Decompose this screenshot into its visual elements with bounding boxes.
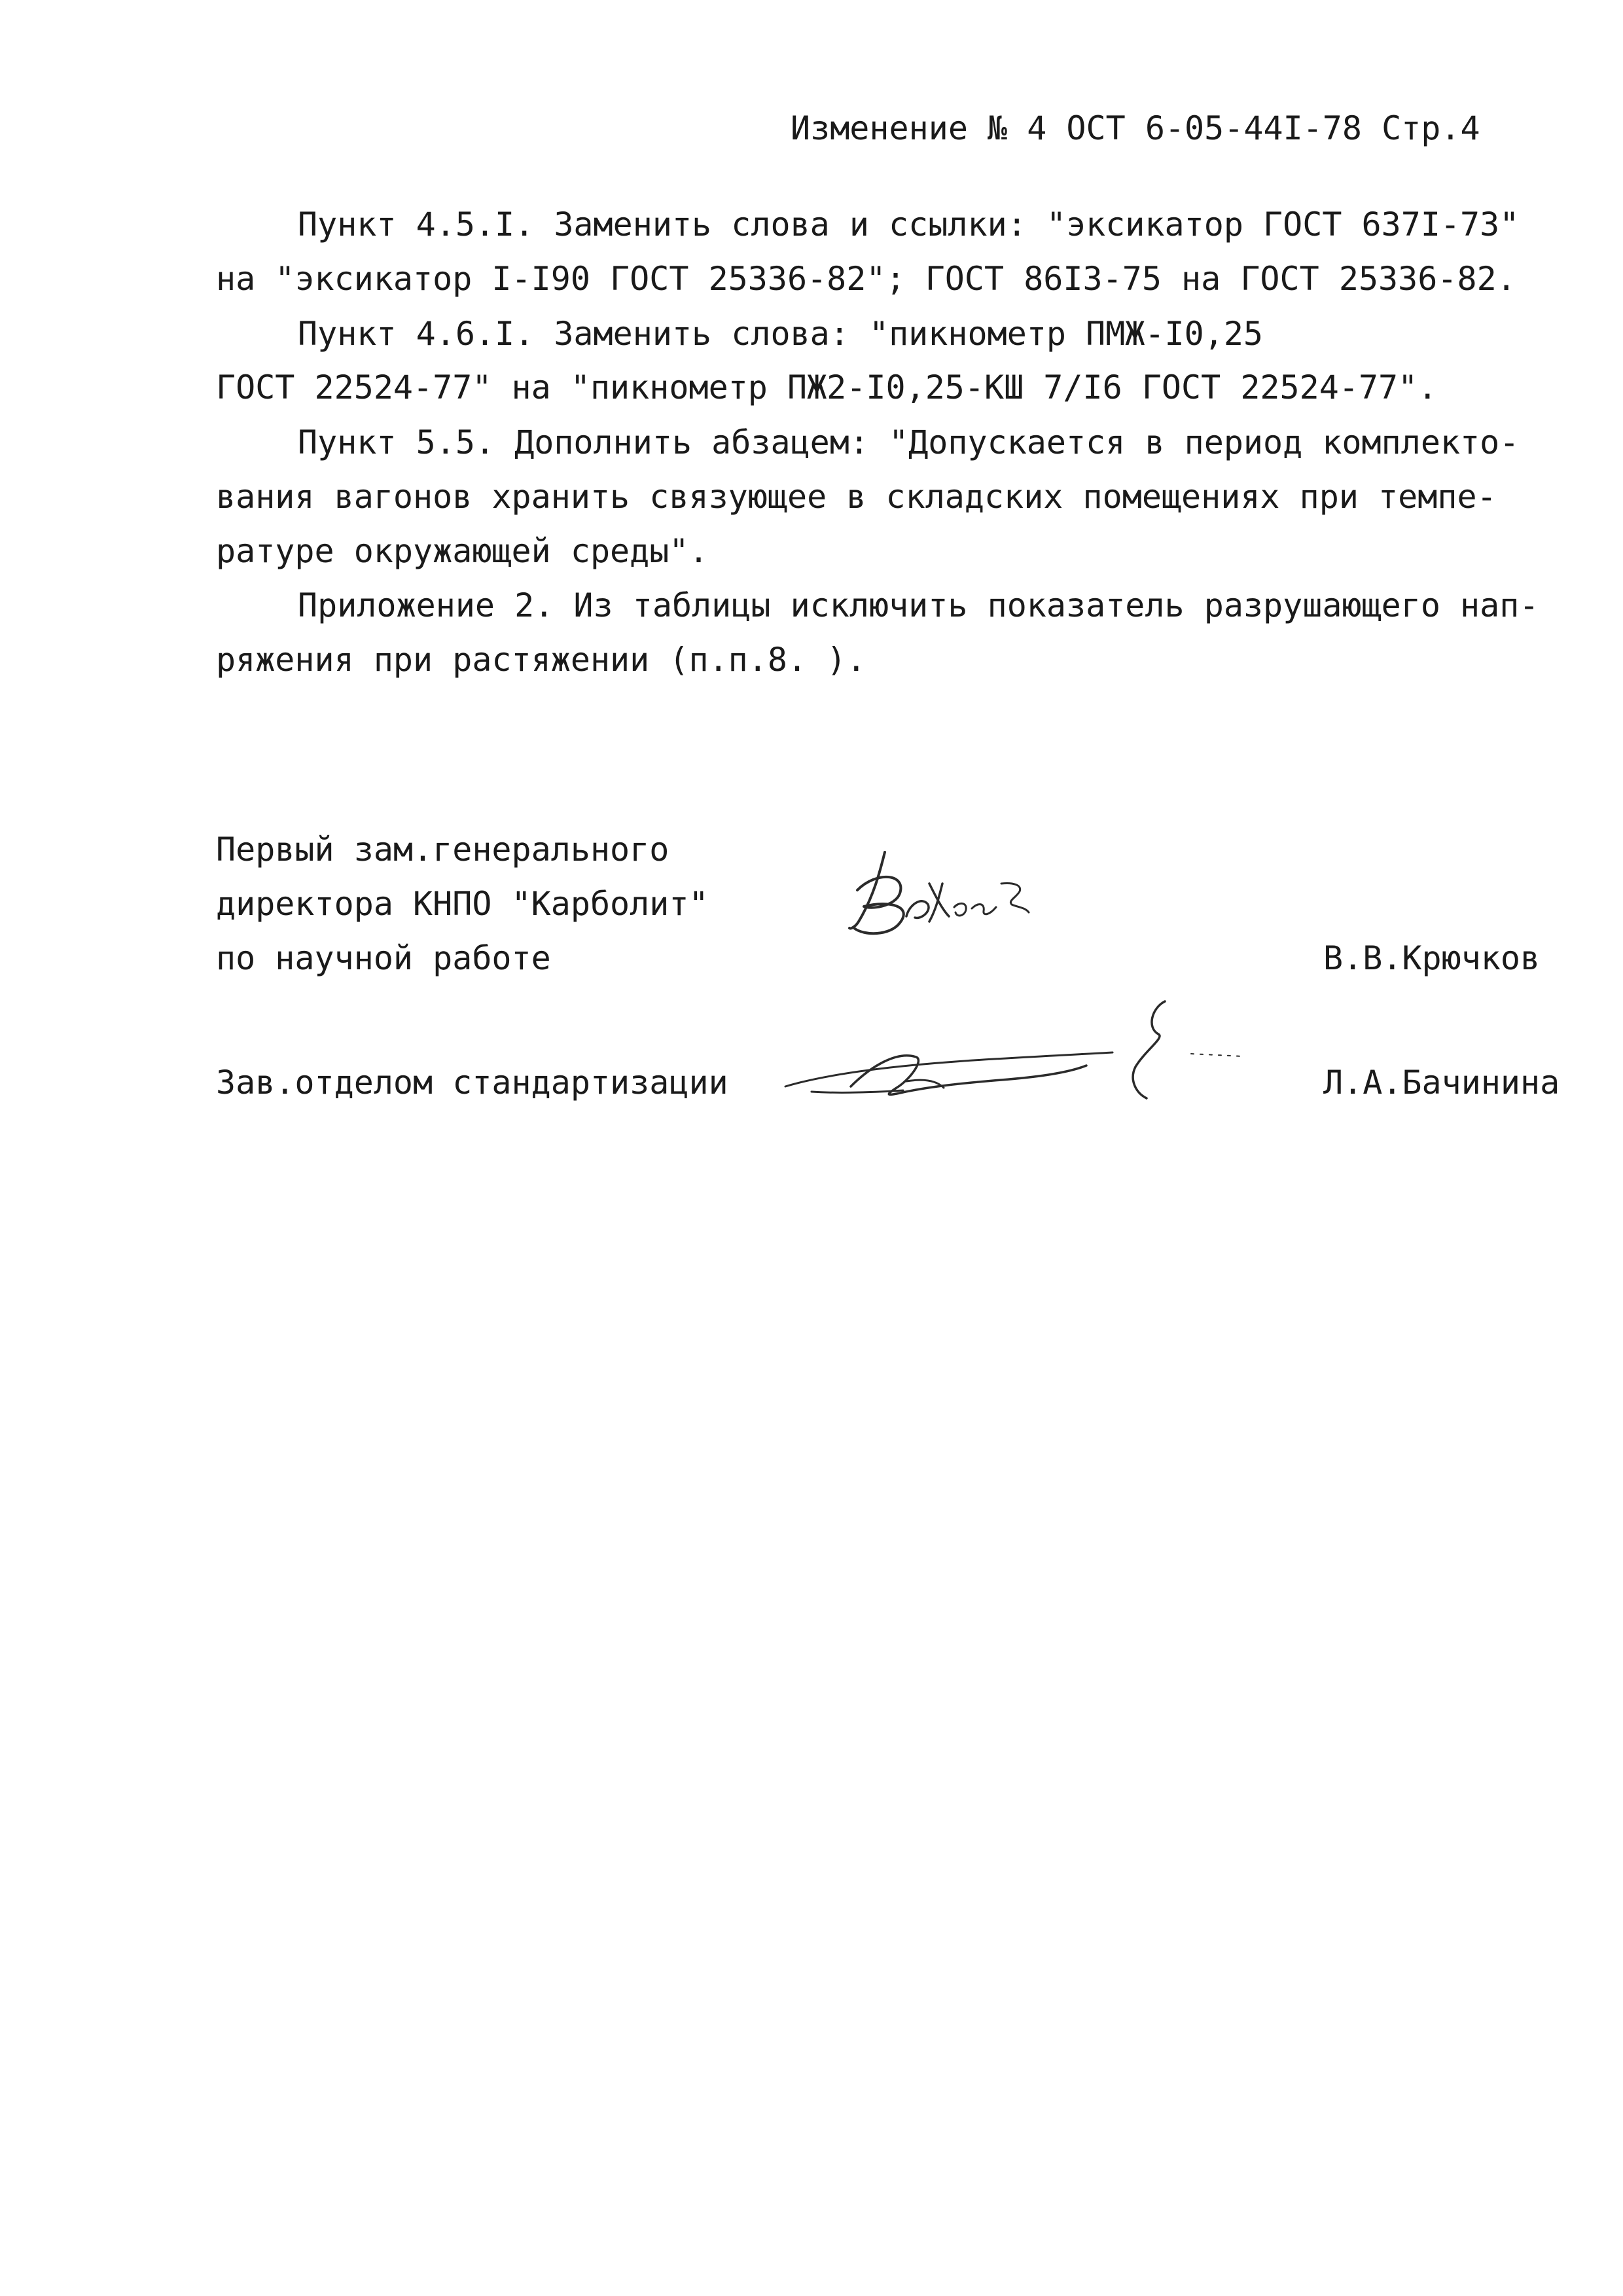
- document-header: Изменение № 4 ОСТ 6-05-44I-78 Стр.4: [791, 109, 1480, 147]
- handwritten-signature-2: [772, 988, 1270, 1119]
- signatory-name: В.В.Крючков: [1323, 939, 1541, 977]
- body-line: вания вагонов хранить связующее в складских помещениях при темпе-: [216, 478, 1497, 516]
- body-line: Пункт 4.5.I. Заменить слова и ссылки: "эксикатор ГОСТ 637I-73": [298, 206, 1520, 243]
- body-line: Пункт 4.6.I. Заменить слова: "пикнометр ПМЖ-I0,25: [298, 315, 1264, 353]
- body-line: ГОСТ 22524-77" на "пикнометр ПЖ2-I0,25-КШ 7/I6 ГОСТ 22524-77".: [216, 368, 1438, 406]
- handwritten-signature-1: [844, 844, 1119, 942]
- body-line: ратуре окружающей среды".: [216, 532, 709, 570]
- body-line: Приложение 2. Из таблицы исключить показатель разрушающего нап-: [298, 586, 1539, 624]
- body-line: на "эксикатор I-I90 ГОСТ 25336-82"; ГОСТ 86I3-75 на ГОСТ 25336-82.: [216, 260, 1516, 298]
- body-line: ряжения при растяжении (п.п.8. ).: [216, 641, 866, 679]
- signatory-name: Л.А.Бачинина: [1323, 1064, 1560, 1102]
- signatory-position-line: директора КНПО "Карболит": [216, 885, 709, 923]
- signatory-position-line: по научной работе: [216, 939, 551, 977]
- body-line: Пункт 5.5. Дополнить абзацем: "Допускается в период комплекто-: [298, 423, 1520, 461]
- signatory-position: Зав.отделом стандартизации: [216, 1064, 728, 1102]
- signatory-position-line: Первый зам.генерального: [216, 831, 669, 869]
